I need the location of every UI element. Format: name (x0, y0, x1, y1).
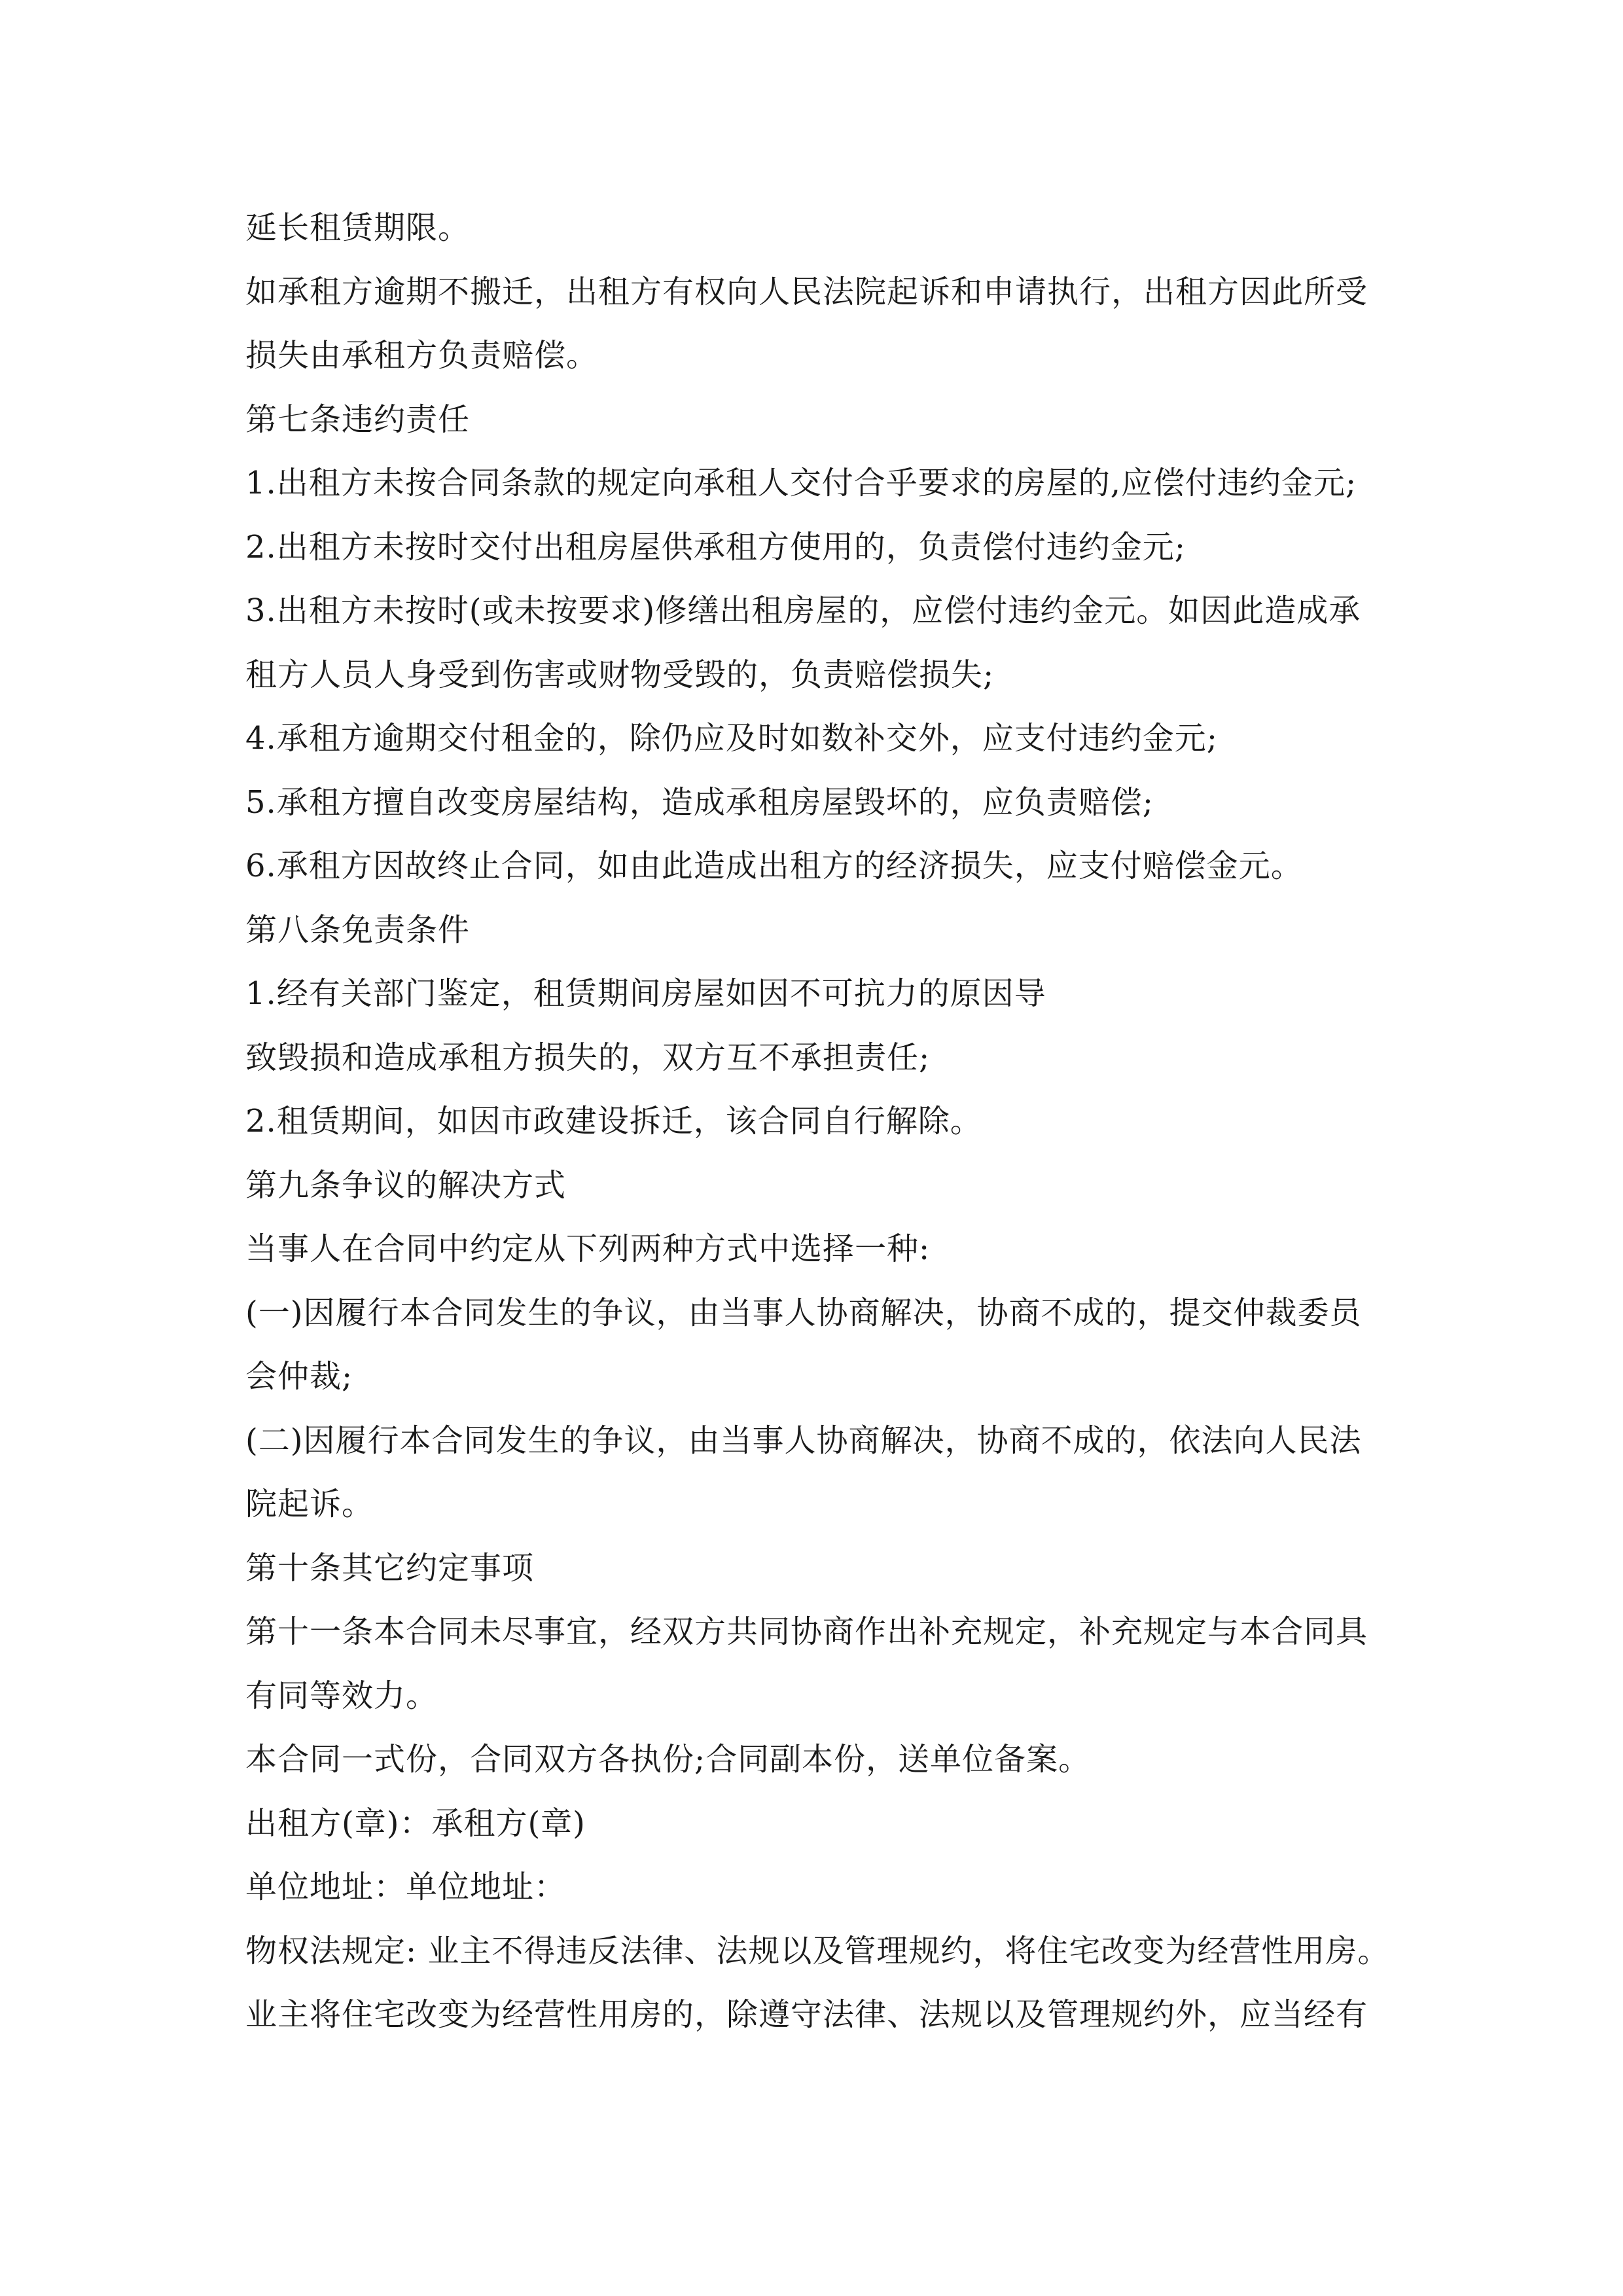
text-line: 损失由承租方负责赔偿。 (245, 337, 599, 374)
text-line: 2.租赁期间，如因市政建设拆迁，该合同自行解除。 (245, 1103, 982, 1139)
section-heading: 第七条违约责任 (245, 401, 471, 438)
text-line: (一)因履行本合同发生的争议，由当事人协商解决，协商不成的，提交仲裁委员 (245, 1294, 1362, 1331)
text-line: 第十一条本合同未尽事宜，经双方共同协商作出补充规定，补充规定与本合同具 (245, 1613, 1368, 1650)
text-line: 有同等效力。 (245, 1677, 438, 1714)
text-line: 6.承租方因故终止合同，如由此造成出租方的经济损失，应支付赔偿金元。 (245, 848, 1303, 884)
text-line: 延长租赁期限。 (245, 209, 471, 246)
text-line: 当事人在合同中约定从下列两种方式中选择一种: (245, 1230, 931, 1267)
signature-line: 出租方(章)：承租方(章) (245, 1804, 586, 1842)
text-line: 5.承租方擅自改变房屋结构，造成承租房屋毁坏的，应负责赔偿; (245, 783, 1154, 821)
text-line: 1.出租方未按合同条款的规定向承租人交付合乎要求的房屋的,应偿付违约金元; (245, 465, 1357, 501)
text-line: 业主将住宅改变为经营性用房的，除遵守法律、法规以及管理规约外，应当经有 (245, 1996, 1368, 2033)
text-line: 物权法规定: 业主不得违反法律、法规以及管理规约，将住宅改变为经营性用房。 (245, 1932, 1390, 1969)
section-heading: 第八条免责条件 (245, 911, 471, 948)
section-heading: 第九条争议的解决方式 (245, 1166, 567, 1204)
text-line: 4.承租方逾期交付租金的，除仍应及时如数补交外，应支付违约金元; (245, 720, 1218, 757)
text-line: 致毁损和造成承租方损失的，双方互不承担责任; (245, 1039, 931, 1076)
text-line: 3.出租方未按时(或未按要求)修缮出租房屋的，应偿付违约金元。如因此造成承 (245, 592, 1361, 629)
text-line: (二)因履行本合同发生的争议，由当事人协商解决，协商不成的，依法向人民法 (245, 1422, 1362, 1459)
text-line: 院起诉。 (245, 1486, 374, 1522)
text-line: 租方人员人身受到伤害或财物受毁的，负责赔偿损失; (245, 656, 995, 693)
text-line: 2.出租方未按时交付出租房屋供承租方使用的，负责偿付违约金元; (245, 528, 1186, 565)
text-line: 1.经有关部门鉴定，租赁期间房屋如因不可抗力的原因导 (245, 975, 1046, 1012)
text-line: 如承租方逾期不搬迁，出租方有权向人民法院起诉和申请执行，出租方因此所受 (245, 273, 1368, 310)
address-line: 单位地址：单位地址： (245, 1869, 567, 1905)
document-body (245, 196, 1397, 2047)
text-line: 会仲裁; (245, 1358, 353, 1395)
section-heading: 第十条其它约定事项 (245, 1549, 535, 1587)
text-line: 本合同一式份，合同双方各执份;合同副本份，送单位备案。 (245, 1741, 1091, 1778)
